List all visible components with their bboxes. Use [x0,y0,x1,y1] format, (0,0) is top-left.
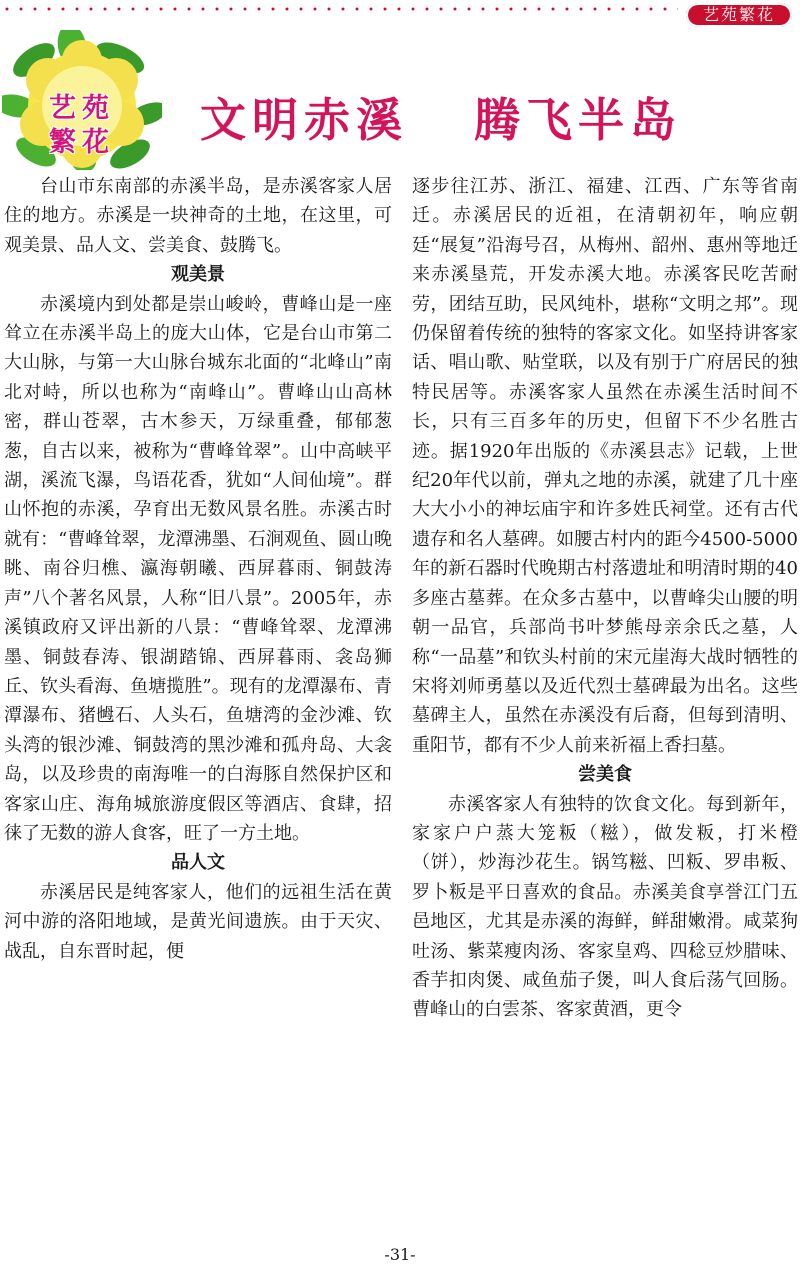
culture-paragraph-continued: 逐步往江苏、浙江、福建、江西、广东等省南迁。赤溪居民的近祖，在清朝初年，响应朝廷“展复”沿海号召，从梅州、韶州、惠州等地迁来赤溪垦荒，开发赤溪大地。赤溪客民吃苦耐劳，团结互助，民风纯朴，堪称“文明之邦”。现仍保留着传统的独特的客家文化。如坚持讲客家话、唱山歌、贴堂联，以及有别于广府居民的独特民居等。赤溪客家人虽然在赤溪生活时间不长，只有三百多年的历史，但留下不少名胜古迹。据1920年出版的《赤溪县志》记载，上世纪20年代以前，弹丸之地的赤溪，就建了几十座大大小小的神坛庙宇和许多姓氏祠堂。还有古代遗存和名人墓碑。如腰古村内的距今4500-5000年的新石器时代晚期古村落遗址和明清时期的40多座古墓葬。在众多古墓中，以曹峰尖山腰的明朝一品官，兵部尚书叶梦熊母亲余氏之墓，人称“一品墓”和钦头村前的宋元崖海大战时牺牲的宋将刘师勇墓以及近代烈士墓碑最为出名。这些墓碑主人，虽然在赤溪没有后裔，但每到清明、重阳节，都有不少人前来祈福上香扫墓。 [412,176,798,756]
intro-paragraph: 台山市东南部的赤溪半岛，是赤溪客家人居住的地方。赤溪是一块神奇的土地，在这里，可观美景、品人文、尝美食、鼓腾飞。 [4,176,392,256]
section-heading-food: 尝美食 [578,764,632,786]
flower-badge-icon [2,30,162,170]
section-heading-scenery: 观美景 [171,264,225,286]
article-title: 文明赤溪 腾飞半岛 [200,93,683,147]
top-dotted-rule [0,6,678,12]
badge-line-1: 艺苑 [49,93,115,124]
page-number: -31- [384,1245,416,1264]
culture-paragraph: 赤溪居民是纯客家人，他们的远祖生活在黄河中游的洛阳地域，是黄光间遗族。由于天灾、战乱，自东晋时起，便 [4,881,392,962]
badge-line-2: 繁花 [49,127,115,158]
badge-text [32,92,132,160]
section-heading-culture: 品人文 [171,852,225,874]
scenery-paragraph: 赤溪境内到处都是崇山峻岭，曹峰山是一座耸立在赤溪半岛上的庞大山体，它是台山市第二大山脉，与第一大山脉台城东北面的“北峰山”南北对峙，所以也称为“南峰山”。曹峰山山高林密，群山苍翠，古木参天，万绿重叠，郁郁葱葱，自古以来，被称为“曹峰耸翠”。山中高峡平湖，溪流飞瀑，鸟语花香，犹如“人间仙境”。群山怀抱的赤溪，孕育出无数风景名胜。赤溪古时就有：“曹峰耸翠，龙潭沸墨、石涧观鱼、圆山晚眺、南谷归樵、瀛海朝曦、西屏暮雨、铜鼓涛声”八个著名风景，人称“旧八景”。2005年，赤溪镇政府又评出新的八景：“曹峰耸翠、龙潭沸墨、铜鼓春涛、银湖踏锦、西屏暮雨、衾岛狮丘、钦头看海、鱼塘揽胜”。现有的龙潭瀑布、青潭瀑布、猪乸石、人头石，鱼塘湾的金沙滩、钦头湾的银沙滩、铜鼓湾的黑沙滩和孤舟岛、大衾岛，以及珍贵的南海唯一的白海豚自然保护区和客家山庄、海角城旅游度假区等酒店、食肆，招徕了无数的游人食客，旺了一方土地。 [4,293,392,844]
right-column [412,172,798,1025]
left-column [4,172,392,966]
food-paragraph: 赤溪客家人有独特的饮食文化。每到新年，家家户户蒸大笼粄（糍），做发粄，打米橙（饼），炒海沙花生。锅笃糍、凹粄、罗串粄、罗卜粄是平日喜欢的食品。赤溪美食享誉江门五邑地区，尤其是赤溪的海鲜，鲜甜嫩滑。咸菜狗吐汤、紫菜瘦肉汤、客家皇鸡、四稔豆炒腊味、香芋扣肉煲、咸鱼茄子煲，叫人食后荡气回肠。曹峰山的白雲茶、客家黄酒，更令 [412,793,798,1021]
section-tag: 艺苑繁花 [686,3,792,27]
